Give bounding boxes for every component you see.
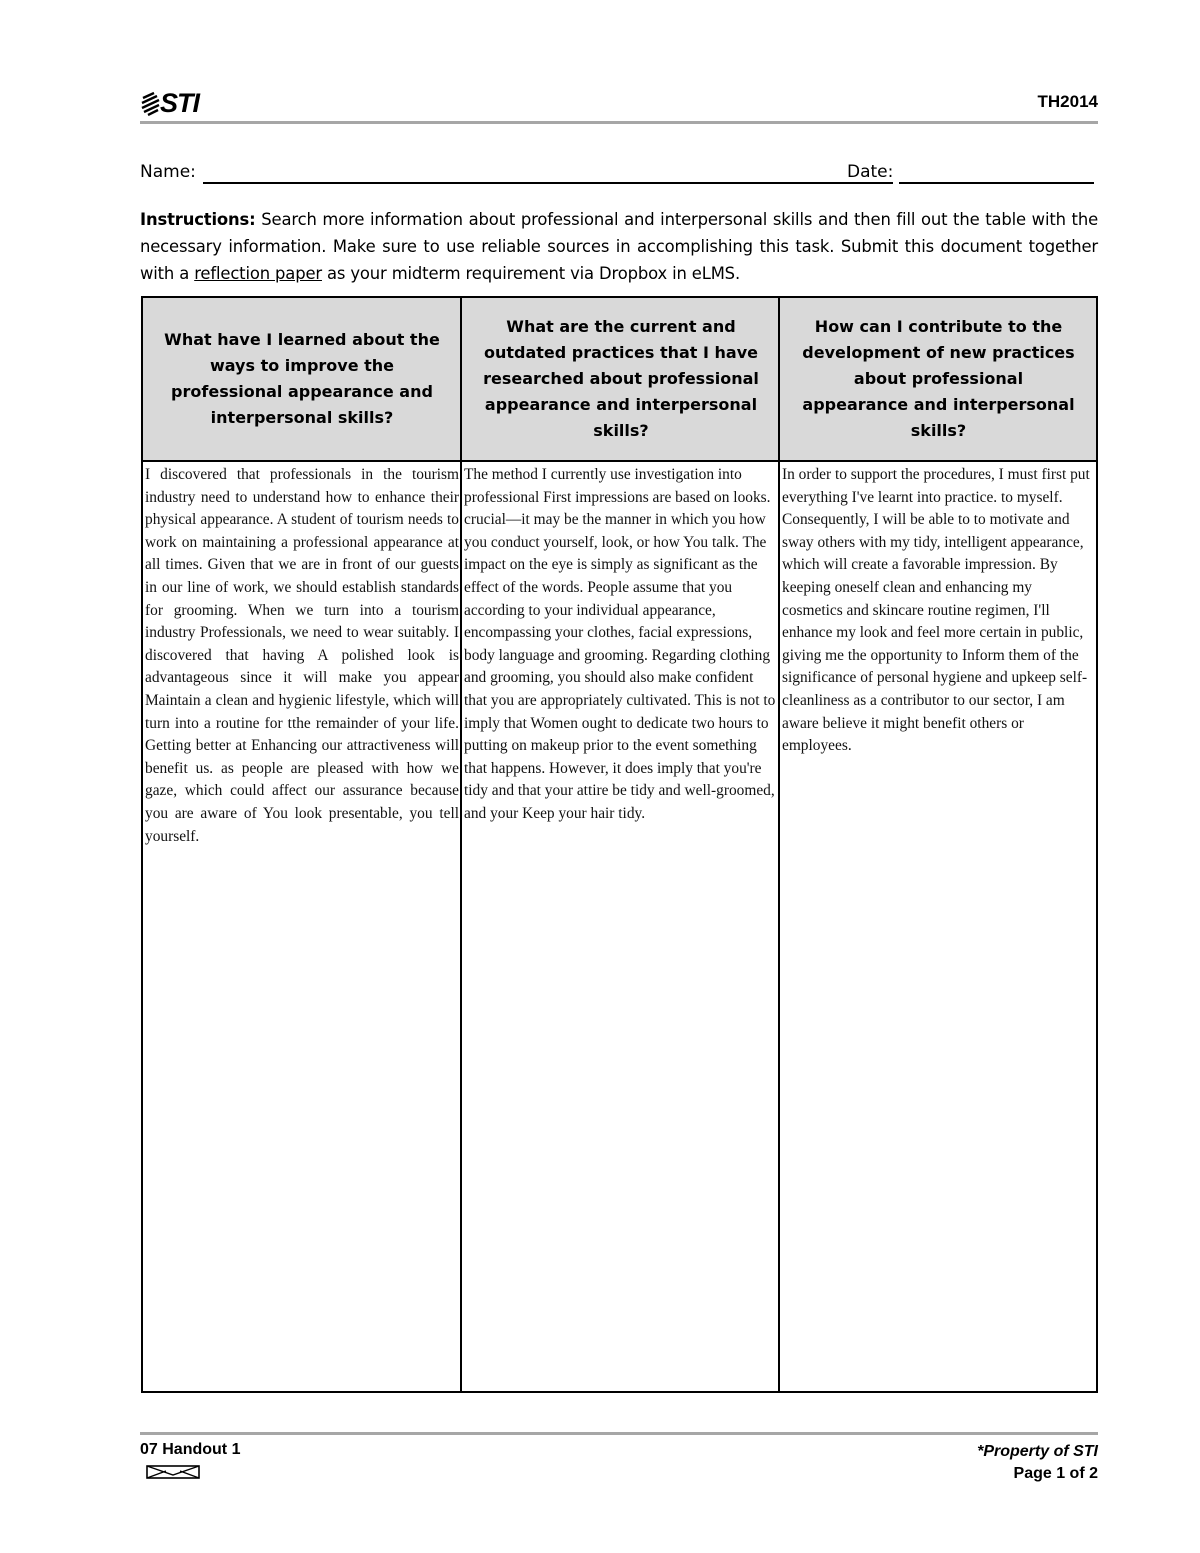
name-label: Name: <box>140 162 196 182</box>
answer-table <box>141 296 1098 1393</box>
sti-logo <box>140 88 199 118</box>
name-date-row <box>140 162 1098 188</box>
footer-right <box>977 1441 1098 1485</box>
table-cell-practices[interactable]: The method I currently use investigation into professional First impressions are based on looks. crucial—it may be the manner in which you how you conduct yourself, look, or how You talk. The impact on the eye is simply as significant as the effect of the words. People assume that you according to your individual appearance, encompassing your clothes, facial expressions, body language and grooming. Regarding clothing and grooming, you should also make confident that you are appropriately cultivated. This is not to imply that Women ought to dedicate two hours to putting on makeup prior to the event something that happens. However, it does imply that you're tidy and that your attire be tidy and well-groomed, and your Keep your hair tidy. <box>464 466 776 822</box>
column-divider <box>778 298 780 1391</box>
reflection-paper-text: reflection paper <box>194 264 322 283</box>
document-code: TH2014 <box>1037 92 1098 111</box>
page-number: Page 1 of 2 <box>1013 1465 1098 1482</box>
footer-divider <box>140 1432 1098 1435</box>
instructions-paragraph <box>140 206 1098 287</box>
table-cell-learned[interactable]: I discovered that professionals in the tourism industry need to understand how to enhance their physical appearance. A student of tourism needs to work on maintaining a professional appearance at all times. Given that we are in front of our guests in our line of work, we should establish standards for grooming. When we turn into a tourism industry Professionals, we need to wear suitably. I discovered that having A polished look is advantageous since it will make you appear Maintain a clean and hygienic lifestyle, which will turn into a routine for tthe remainder of your life. Getting better at Enhancing our attractiveness will benefit us. as people are pleased with how we gaze, which could affect our assurance because you are aware of You look presentable, you tell yourself. <box>145 466 459 845</box>
instructions-text-2: as your midterm requirement via Dropbox in eLMS. <box>327 264 741 283</box>
envelope-icon <box>146 1465 200 1479</box>
handout-label: 07 Handout 1 <box>140 1441 241 1458</box>
instructions-label: Instructions: <box>140 210 256 229</box>
table-header-cell: What have I learned about the ways to improve the professional appearance and interpersonal skills? <box>164 330 440 427</box>
page-header <box>140 84 1098 124</box>
globe-icon <box>140 90 162 116</box>
date-field[interactable] <box>899 182 1094 184</box>
table-cell-contribute[interactable]: In order to support the procedures, I must first put everything I've learnt into practice. to myself. Consequently, I will be able to to motivate and sway others with my tidy, intelligent appearance, which will create a favorable impression. By keeping oneself clean and enhancing my cosmetics and skincare routine regimen, I'll enhance my look and feel more certain in public, giving me the opportunity to Inform them of the significance of personal hygiene and upkeep self-cleanliness as a contributor to our sector, I am aware believe it might benefit others or employees. <box>782 466 1090 755</box>
table-header-row <box>143 298 1096 462</box>
logo-text: STI <box>160 88 200 118</box>
date-label: Date: <box>847 162 894 182</box>
header-divider <box>140 121 1098 124</box>
name-field[interactable] <box>203 182 893 184</box>
property-notice: *Property of STI <box>977 1443 1098 1460</box>
table-header-cell: How can I contribute to the development of new practices about professional appearance and interpersonal skills? <box>802 317 1075 440</box>
instructions-text-1: Search more information about professional and interpersonal skills and then fill out the table with the necessary information. Make sure to use reliable sources in accomplishing this task. Submit this document together with a <box>140 210 1099 283</box>
table-header-cell: What are the current and outdated practices that I have researched about professional appearance and interpersonal skills? <box>483 317 759 440</box>
